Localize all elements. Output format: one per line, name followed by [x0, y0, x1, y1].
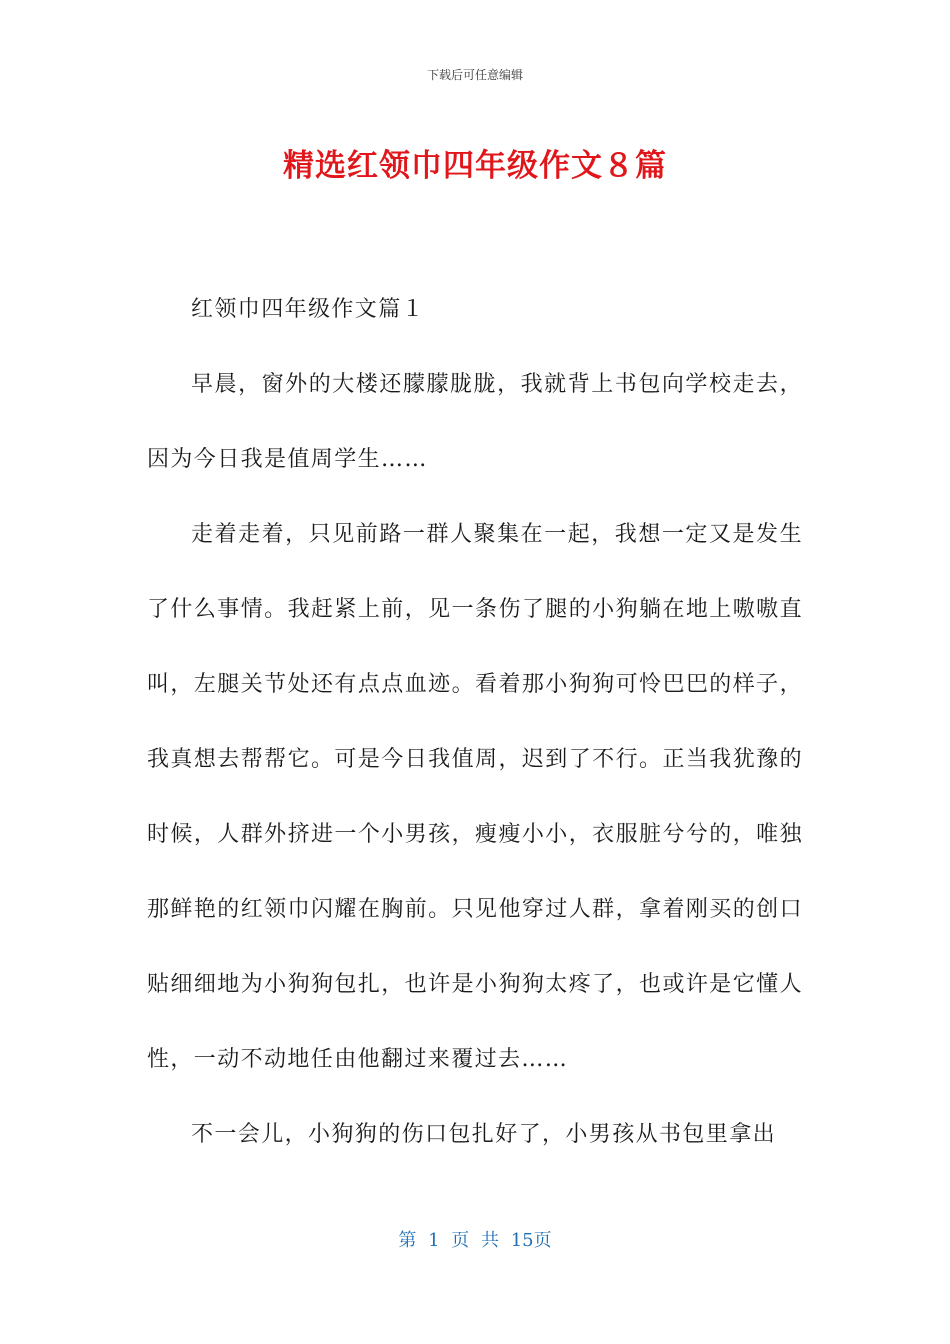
footer-page-number: 1 — [428, 1230, 440, 1251]
paragraph: 不一会儿，小狗狗的伤口包扎好了，小男孩从书包里拿出 — [191, 1122, 777, 1147]
footer-suffix: 页 — [533, 1230, 552, 1251]
paragraph: 早晨，窗外的大楼还朦朦胧胧，我就背上书包向学校走去，因为今日我是值周学生…… — [147, 372, 803, 472]
footer-middle: 页 共 — [451, 1230, 499, 1251]
section-heading: 红领巾四年级作文篇１ — [191, 297, 426, 322]
footer-total-pages: 15 — [510, 1230, 534, 1251]
header-note: 下载后可任意编辑 — [426, 68, 523, 82]
paragraph: 走着走着，只见前路一群人聚集在一起，我想一定又是发生了什么事情。我赶紧上前，见一条伤了腿的小狗躺在地上嗷嗷直叫，左腿关节处还有点点血迹。看着那小狗狗可怜巴巴的样子，我真想去帮帮它。可是今日我值周，迟到了不行。正当我犹豫的时候，人群外挤进一个小男孩，瘦瘦小小，衣服脏兮兮的，唯独那鲜艳的红领巾闪耀在胸前。只见他穿过人群，拿着刚买的创口贴细细地为小狗狗包扎，也许是小狗狗太疼了，也或许是它懂人性，一动不动地任由他翻过来覆过去…… — [147, 522, 803, 1072]
footer-prefix: 第 — [398, 1230, 417, 1251]
document-title: 精选红领巾四年级作文８篇 — [283, 148, 667, 184]
page-footer — [0, 1226, 950, 1252]
document-body — [147, 272, 803, 1172]
